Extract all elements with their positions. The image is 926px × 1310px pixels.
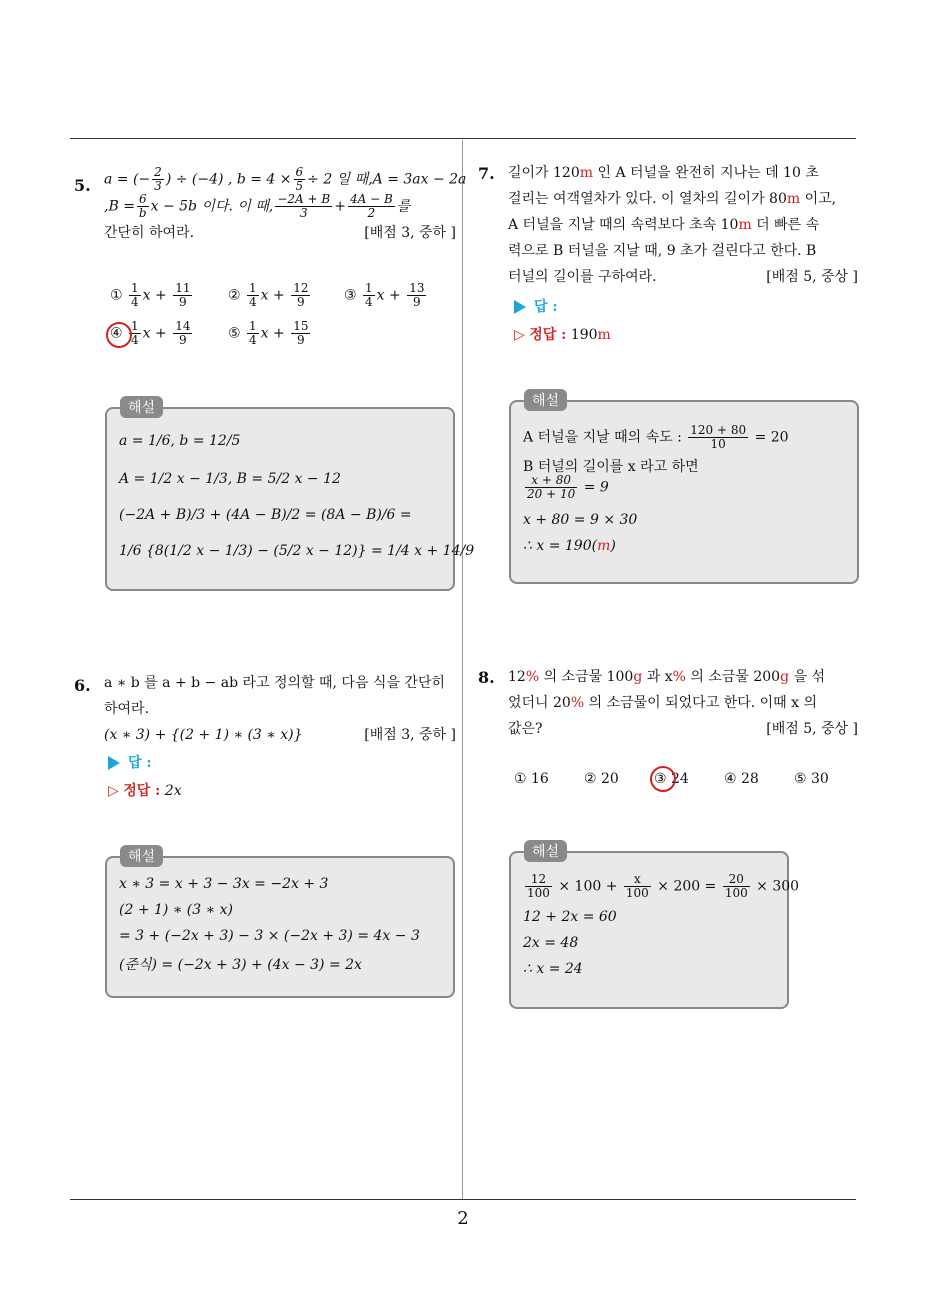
page-number: 2 xyxy=(457,1208,469,1229)
p6-solution-tag: 해설 xyxy=(120,845,163,867)
problem-6-text: a ∗ b 를 a + b − ab 라고 정의할 때, 다음 식을 간단히 하여라. (x ∗ 3) + {(2 + 1) ∗ (3 ∗ x)} [배점 3, 중하 ] xyxy=(104,670,456,748)
p8-choice-1[interactable]: ① 16 xyxy=(514,771,549,787)
p5-choice-1[interactable]: ① $\frac{1}{4}$ x + $\frac{11}{9}$ xyxy=(110,281,191,309)
correct-arrow-icon: ▷ xyxy=(514,327,525,343)
p6-correct-row: ▷ 정답 : 2x xyxy=(108,783,182,799)
correct-arrow-icon: ▷ xyxy=(108,783,119,799)
problem-5-meta: [배점 3, 중하 ] xyxy=(364,225,456,241)
p5-solution-tag: 해설 xyxy=(120,396,163,418)
problem-6-meta: [배점 3, 중하 ] xyxy=(364,727,456,743)
p7-solution-tag: 해설 xyxy=(524,389,567,411)
p6-solution-box: x ∗ 3 = x + 3 − 3x = −2x + 3 (2 + 1) ∗ (3 ∗ x) = 3 + (−2x + 3) − 3 × (−2x + 3) = 4x − 3 (준식) = (−2x + 3) + (4x − 3) = 2x xyxy=(105,856,455,998)
answer-arrow-icon xyxy=(514,300,526,314)
p6-answer-row: 답 : xyxy=(108,750,152,776)
p8-solution-box: $\frac{12}{100}$ × 100 + $\frac{x}{100}$ × 200 = $\frac{20}{100}$ × 300 12 + 2x = 60 2x = 48 ∴ x = 24 xyxy=(509,851,789,1009)
answer-arrow-icon xyxy=(108,756,120,770)
p5-choice-3[interactable]: ③ $\frac{1}{4}$ x + $\frac{13}{9}$ xyxy=(344,281,425,309)
p8-choice-2[interactable]: ② 20 xyxy=(584,771,619,787)
problem-8-meta: [배점 5, 중상 ] xyxy=(766,721,858,737)
problem-7-number: 7. xyxy=(478,164,495,183)
problem-8-number: 8. xyxy=(478,668,495,687)
top-rule xyxy=(70,138,856,139)
problem-5-number: 5. xyxy=(74,176,91,195)
column-divider xyxy=(462,140,463,1200)
p7-answer-row: 답 : xyxy=(514,294,558,320)
p5-solution-box: a = 1/6, b = 12/5 A = 1/2 x − 1/3, B = 5/2 x − 12 (−2A + B)/3 + (4A − B)/2 = (8A − B)/6 = 1/6 {8(1/2 x − 1/3) − (5/2 x − 12)} = 1/4 x + 14/9 xyxy=(105,407,455,591)
problem-7-meta: [배점 5, 중상 ] xyxy=(766,269,858,285)
problem-8-text: 12% 의 소금물 100g 과 x% 의 소금물 200g 을 섞 었더니 20% 의 소금물이 되었다고 한다. 이때 x 의 값은? [배점 5, 중상 ] xyxy=(508,664,858,742)
p8-solution-tag: 해설 xyxy=(524,840,567,862)
problem-6-number: 6. xyxy=(74,676,91,695)
p8-choice-4[interactable]: ④ 28 xyxy=(724,771,759,787)
p5-answer-circle xyxy=(106,322,132,348)
p5-choice-2[interactable]: ② $\frac{1}{4}$ x + $\frac{12}{9}$ xyxy=(228,281,309,309)
bottom-rule xyxy=(70,1199,856,1200)
p5-choice-4[interactable]: ④ $\frac{1}{4}$ x + $\frac{14}{9}$ xyxy=(110,319,191,347)
p7-correct-row: ▷ 정답 : 190m xyxy=(514,327,611,343)
p7-solution-box: A 터널을 지날 때의 속도 : $\frac{120 + 80}{10}$ = 20 B 터널의 길이를 x 라고 하면 $\frac{x + 80}{20 + 10}$ = 9 x + 80 = 9 × 30 ∴ x = 190(m) xyxy=(509,400,859,584)
problem-5-text: a = (− $\frac{2}{3}$ ) ÷ (−4) , b = 4 × $\frac{6}{5}$ ÷ 2 일 때,A = 3ax − 2a ,B = $\frac{6}{b}$ x − 5b 이다. 이 때, $\frac{-2A + B}{3}$ + $\frac{4A - B}{2}$ 를 간단히 하여라. [배점 3, 중하 ] xyxy=(104,166,456,246)
p8-answer-circle xyxy=(650,766,676,792)
p8-choice-5[interactable]: ⑤ 30 xyxy=(794,771,829,787)
p8-choice-3[interactable]: ③ 24 xyxy=(654,771,689,787)
p5-choice-5[interactable]: ⑤ $\frac{1}{4}$ x + $\frac{15}{9}$ xyxy=(228,319,309,347)
problem-7-text: 길이가 120m 인 A 터널을 완전히 지나는 데 10 초 걸리는 여객열차가 있다. 이 열차의 길이가 80m 이고, A 터널을 지날 때의 속력보다 초속 10m 더 빠른 속 력으로 B 터널을 지날 때, 9 초가 걸린다고 한다. B 터널의 길이를 구하여라. [배점 5, 중상 ] xyxy=(508,160,858,290)
